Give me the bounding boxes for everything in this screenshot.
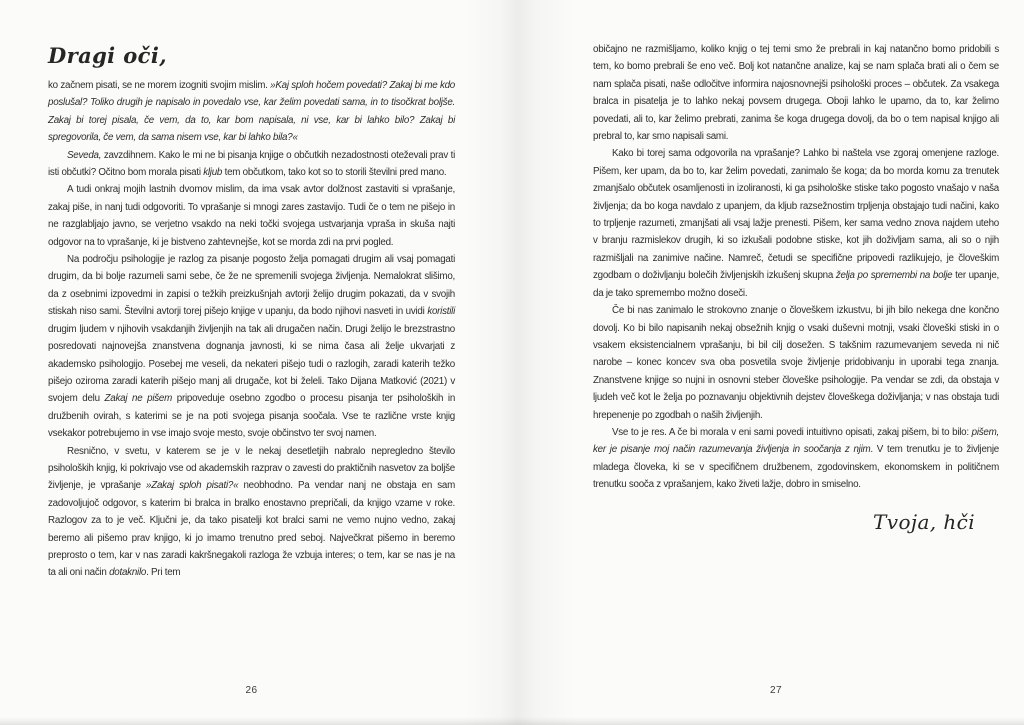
text-run: Vse to je res. A če bi morala v eni sami povedi intuitivno opisati, zakaj pišem, bi to bilo: [612, 426, 972, 438]
text-run: A tudi onkraj mojih lastnih dvomov mislim, da ima vsak avtor dolžnost zastaviti si vprašanje, zakaj piše, in nanj tudi odgovoriti. To vprašanje si mnogi zares zastavijo. Tudi če o tem ne pišejo in ne razglabljajo javno, se verjetno vsakdo na neki točki svojega ustvarjanja vpraša in skuša najti odgovor na to vprašanje, ki je bistveno zahtevnejše, kot se morda zdi na prvi pogled. [48, 184, 455, 248]
page-number-left: 26 [245, 685, 258, 696]
paragraph [48, 251, 455, 442]
text-run: Na področju psihologije je razlog za pisanje pogosto želja pomagati drugim ali vsaj pomagati drugim, da bi bolje razumeli sami sebe, če že ne spremenili svojega življenja. Nemalokrat slišimo, da z osebnimi izpovedmi in zapisi o težkih preizkušnjah avtorji želijo drugim pokazati, da v svojih stiskah niso sami. Številni avtorji torej pišejo knjige v upanju, da bodo njihovi nasveti in uvidi [48, 254, 455, 318]
left-page-body [48, 77, 455, 582]
letter-salutation: Dragi oči, [48, 43, 167, 68]
page-right [593, 41, 999, 534]
page-left [48, 45, 455, 582]
italic-text-run: dotaknilo [109, 567, 147, 579]
letter-signature: Tvoja, hči [873, 509, 975, 534]
italic-text-run: koristili [427, 306, 455, 318]
book-gutter-shadow [466, 0, 574, 725]
page-number-right: 27 [769, 685, 783, 696]
paragraph [48, 147, 455, 182]
text-run: ter upanje, da je tako spremembo možno doseči. [593, 270, 1000, 299]
text-run: ko začnem pisati, se ne morem izogniti svojim mislim. [48, 80, 271, 91]
paragraph [48, 181, 455, 251]
paragraph [48, 443, 455, 582]
text-run: drugim ljudem v njihovih vsakdanjih življenjih na tak ali drugačen način. Drugi želijo le brezstrastno posredovati najnovejša znanstvena dognanja javnosti, ki se nima časa ali želje ukvarjati z akademsko psihologijo. Posebej me veseli, da nekateri pišejo tudi o razlogih, zaradi katerih težko pišejo oziroma zaradi katerih pišejo manj ali drugače, kot bi želeli. Tako Dijana Matković (2021) v svojem delu [48, 323, 455, 405]
paragraph [593, 424, 999, 494]
text-run: Če bi nas zanimalo le strokovno znanje o človeškem izkustvu, bi jih bilo nekega dne končno dovolj. Ko bi bilo napisanih nekaj obsežnih knjig o vsaki duševni motnji, vsaki človeški stiski in o vsakem eksistencialnem vprašanju, bi bil cilj dosežen. S takšnim razumevanjem seveda ni nič narobe – konec koncev sva oba posvetila svoje življenje pridobivanju in uporabi tega znanja. Znanstvene knjige so nujni in osnovni steber človeške psihologije. Pa vendar se zdi, da obstaja v ljudeh več kot le želja po poznavanju objektivnih dejstev človeškega doživljanja; v nas obstaja tudi hrepenenje po zgodbah o naših življenjih. [593, 305, 999, 421]
paragraph [48, 77, 455, 147]
text-run: . V tem trenutku je to življenje mladega človeka, ki se v specifičnem družbenem, zgodovinskem, ekonomskem in političnem trenutku sooča z vprašanjem, kako živeti lažje, dobro in smiselno. [593, 444, 999, 491]
text-run: pripoveduje osebno zgodbo o procesu pisanja ter psiholoških in družbenih ovirah, s katerimi se je na poti svojega pisanja soočala. Vse te različne vrste knjig vsekakor potrebujemo in vse imajo svoje mesto, svoje občinstvo ter svoj namen. [48, 393, 456, 440]
text-run: Kako bi torej sama odgovorila na vprašanje? Lahko bi naštela vse zgoraj omenjene razloge. Pišem, ker upam, da bo to, kar želim povedati, zanimalo še koga; da bo morda komu za trenutek zmanjšalo občutek osamljenosti in izoliranosti, ki ga psihološke stiske tako pogosto vnašajo v naša življenja; da bo koga navdalo z upanjem, da kljub razsežnostim trpljenja obstajajo tudi načini, kako to trpljenje razumeti, zmanjšati ali vsaj lažje prenesti. Pišem, ker sama vedno znova najdem uteho v branju razmislekov drugih, ki so izkušali podobne stiske, kot jih doživljam sama, ali so o njih razmišljali na zanimive načine. Namreč, četudi se specifične pripovedi razlikujejo, je človeškim zgodbam o doživljanju bolečih življenjskih izkušenj skupna [593, 148, 999, 282]
italic-text-run: Zakaj ne pišem [104, 393, 173, 405]
italic-text-run: »Zakaj sploh pisati?« [146, 480, 239, 492]
italic-text-run: želja po spremembi na bolje [835, 270, 953, 282]
text-run: zavzdihnem. Kako le mi ne bi pisanja knjige o občutkih nezadostnosti oteževali prav ti isti občutki? Očitno bom morala pisati [48, 149, 455, 179]
italic-text-run: pišem, ker je pisanje moj način razumevanja življenja in soočanja z njim [593, 426, 999, 456]
italic-text-run: kljub [203, 167, 223, 179]
paragraph [593, 41, 999, 145]
page-bottom-edge-shadow [0, 717, 1024, 725]
paragraph [593, 302, 999, 424]
text-run: običajno ne razmišljamo, koliko knjig o tej temi smo že prebrali in kaj natančno bomo pridobili s tem, ko bomo prebrali še eno več. Bolj kot natančne analize, kaj se nam splača brati ali o čem se nam splača pisati, naše odločitve informira najosnovnejši psihološki proces – občutek. Za vsakega bralca in pisatelja je to lahko nekaj povsem drugega. Oboji lahko le upamo, da to, kar želimo povedati, ali to, kar želimo prebrati, zanima še koga drugega dovolj, da bo o tem napisal knjigo ali prebral to, kar smo napisali sami. [593, 44, 999, 143]
italic-text-run: »Kaj sploh hočem povedati? Zakaj bi me kdo poslušal? Toliko drugih je napisalo in povedalo vse, kar želim povedati sama, in to tisočkrat boljše. Zakaj bi torej pisala, če vem, da to, kar bom napisala, ni vse, kar bi lahko bilo? Zakaj bi spregovorila, če vem, da sama nisem vse, kar bi lahko bila?« [48, 80, 455, 144]
right-page-body [593, 41, 999, 494]
text-run: tem občutkom, tako kot so to storili številni pred mano. [222, 167, 447, 179]
paragraph [593, 145, 999, 302]
text-run: Resnično, v svetu, v katerem se je v le nekaj desetletjih nabralo nepregledno število psiholoških knjig, ki pokrivajo vse od akademskih razprav o zavesti do praktičnih nasvetov za boljše življenje, je vprašanje [48, 445, 455, 492]
text-run: . Pri tem [146, 567, 181, 579]
text-run: neobhodno. Pa vendar nanj ne obstaja en sam zadovoljujoč odgovor, s katerim bi bralca in bralko enostavno prepričali, da knjigo vzame v roke. Razlogov za to je več. Ključni je, da tako pisatelji kot bralci sami ne vemo nujno vedno, zakaj beremo ali pišemo prav knjigo, ki jo imamo trenutno pred seboj. Največkrat pišemo in beremo preprosto o tem, kar v nas zaradi kakršnegakoli razloga že vzbuja interes; o tem, kar se nas je na ta ali oni način [48, 480, 455, 579]
italic-text-run: Seveda, [67, 149, 102, 161]
